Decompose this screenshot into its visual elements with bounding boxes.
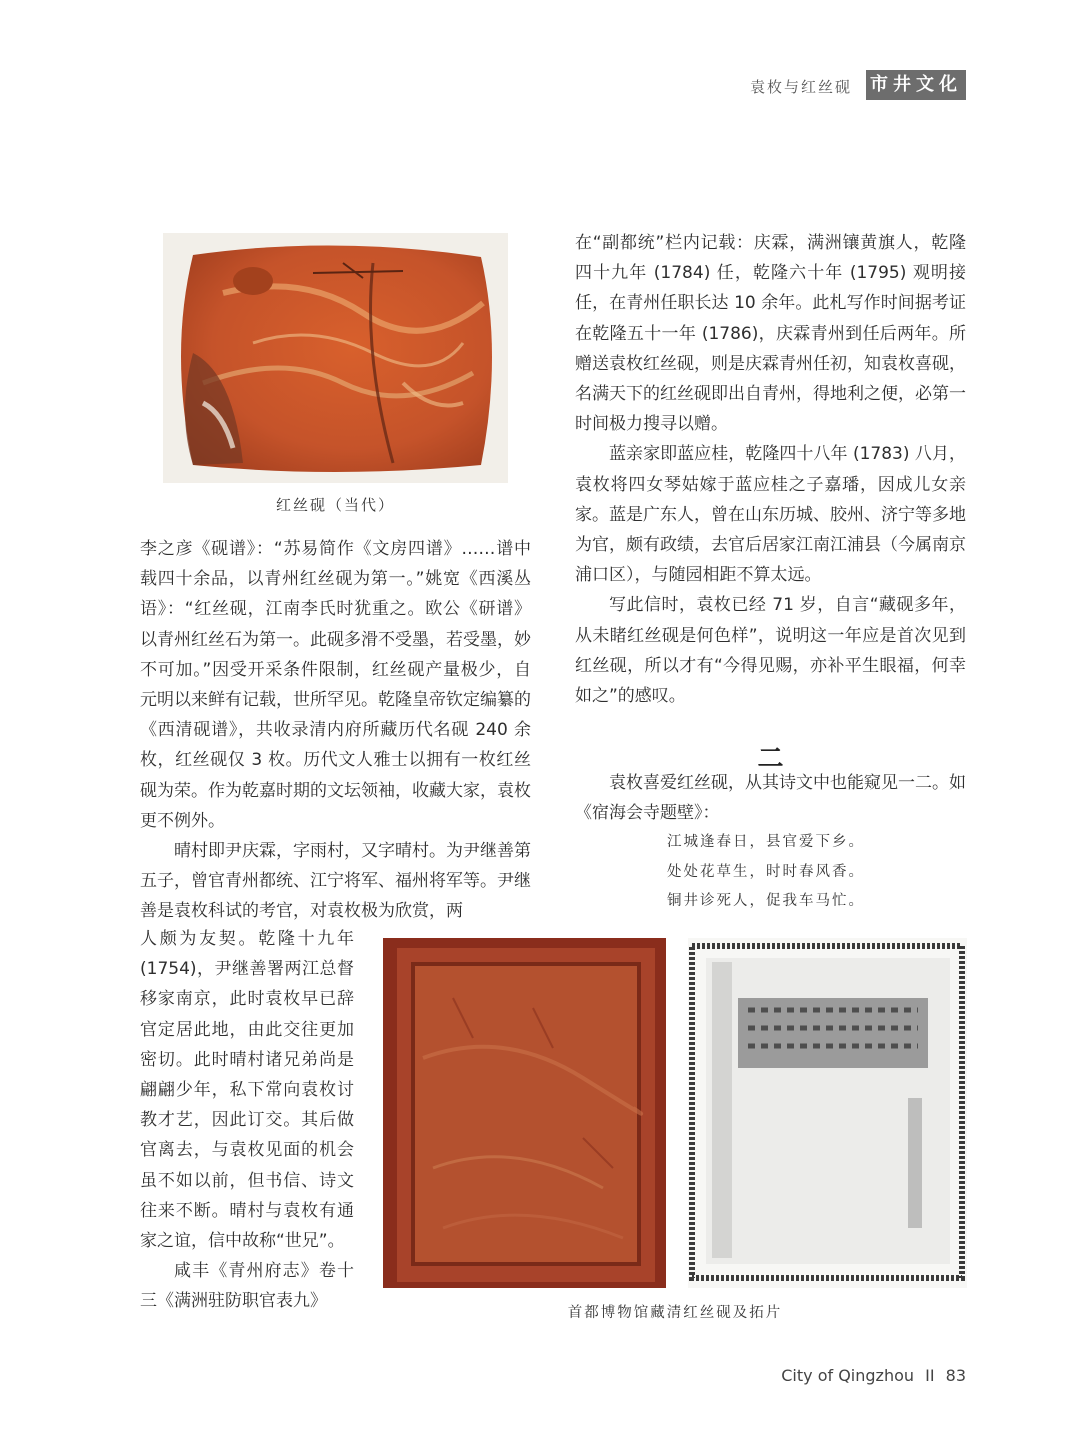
poem-line: 江城逢春日，县官爱下乡。	[667, 834, 865, 850]
paragraph: 在“副都统”栏内记载：庆霖，满洲镶黄旗人，乾隆四十九年 (1784) 任，乾隆六十年 (1795) 观明接任，在青州任职长达 10 余年。此札写作时间据考证在乾隆五十一年 (1786)，庆霖青州到任后两年。所赠送袁枚红丝砚，则是庆霖青州任初，知袁枚喜砚，名满天下的红丝砚即出自青州，得地利之便，必第一时间极力搜寻以赠。	[575, 233, 966, 435]
left-column-upper	[140, 534, 531, 927]
paragraph: 咸丰《青州府志》卷十三《满洲驻防职官表九》	[140, 1261, 354, 1312]
paragraph: 袁枚喜爱红丝砚，从其诗文中也能窥见一二。如《宿海会寺题壁》：	[575, 773, 966, 824]
left-column-narrow	[140, 924, 354, 1317]
figure-inkstone-photo	[163, 233, 508, 483]
magazine-name: City of Qingzhou	[781, 1366, 915, 1385]
paragraph: 写此信时，袁枚已经 71 岁，自言“藏砚多年，从未睹红丝砚是何色样”，说明这一年应是首次见到红丝砚，所以才有“今得见赐，亦补平生眼福，何幸如之”的感叹。	[575, 595, 966, 707]
poem-line: 处处花草生，时时春风香。	[667, 863, 865, 880]
figure-inkstone-caption: 红丝砚（当代）	[275, 496, 395, 514]
paragraph: 李之彦《砚谱》：“苏易简作《文房四谱》……谱中载四十余品，以青州红丝砚为第一。”姚宽《西溪丛语》：“红丝砚，江南李氏时犹重之。欧公《研谱》以青州红丝石为第一。此砚多滑不受墨，若受墨，妙不可加。”因受开采条件限制，红丝砚产量极少，自元明以来鲜有记载，世所罕见。乾隆皇帝钦定编纂的《西清砚谱》，共收录清内府所藏历代名砚 240 余枚，红丝砚仅 3 枚。历代文人雅士以拥有一枚红丝砚为荣。作为乾嘉时期的文坛领袖，收藏大家，袁枚更不例外。	[140, 539, 531, 831]
folio-separator: II	[925, 1366, 935, 1385]
figure-museum-inkstone-photo	[383, 938, 666, 1288]
poem	[667, 828, 967, 917]
right-column-section2	[575, 768, 966, 828]
right-column	[575, 228, 966, 711]
inkstone-illustration	[163, 233, 508, 483]
column-tag: 市井文化	[866, 70, 966, 100]
section-number: 二	[757, 744, 784, 774]
poem-line: 铜井诊死人，促我车马忙。	[667, 893, 865, 909]
paragraph: 晴村即尹庆霖，字雨村，又字晴村。为尹继善第五子，曾官青州都统、江宁将军、福州将军等。尹继善是袁枚科试的考官，对袁枚极为欣赏，两	[140, 841, 531, 922]
rubbing-illustration	[688, 938, 967, 1288]
museum-inkstone-illustration	[383, 938, 666, 1288]
running-header-title: 袁枚与红丝砚	[749, 78, 852, 96]
figure-rubbing-photo	[688, 938, 967, 1288]
paragraph: 人颇为友契。乾隆十九年(1754)，尹继善署两江总督移家南京，此时袁枚早已辞官定居此地，由此交往更加密切。此时晴村诸兄弟尚是翩翩少年，私下常向袁枚讨教才艺，因此订交。其后做官离去，与袁枚见面的机会虽不如以前，但书信、诗文往来不断。晴村与袁枚有通家之谊，信中故称“世兄”。	[140, 929, 354, 1252]
figure-museum-caption: 首都博物馆藏清红丝砚及拓片	[567, 1305, 783, 1321]
page-folio	[781, 1366, 966, 1385]
page-number: 83	[945, 1366, 966, 1385]
paragraph: 蓝亲家即蓝应桂，乾隆四十八年 (1783) 八月，袁枚将四女琴姑嫁于蓝应桂之子嘉璠，因成儿女亲家。蓝是广东人，曾在山东历城、胶州、济宁等多地为官，颇有政绩，去官后居家江南江浦县（今属南京浦口区），与随园相距不算太远。	[575, 444, 966, 586]
